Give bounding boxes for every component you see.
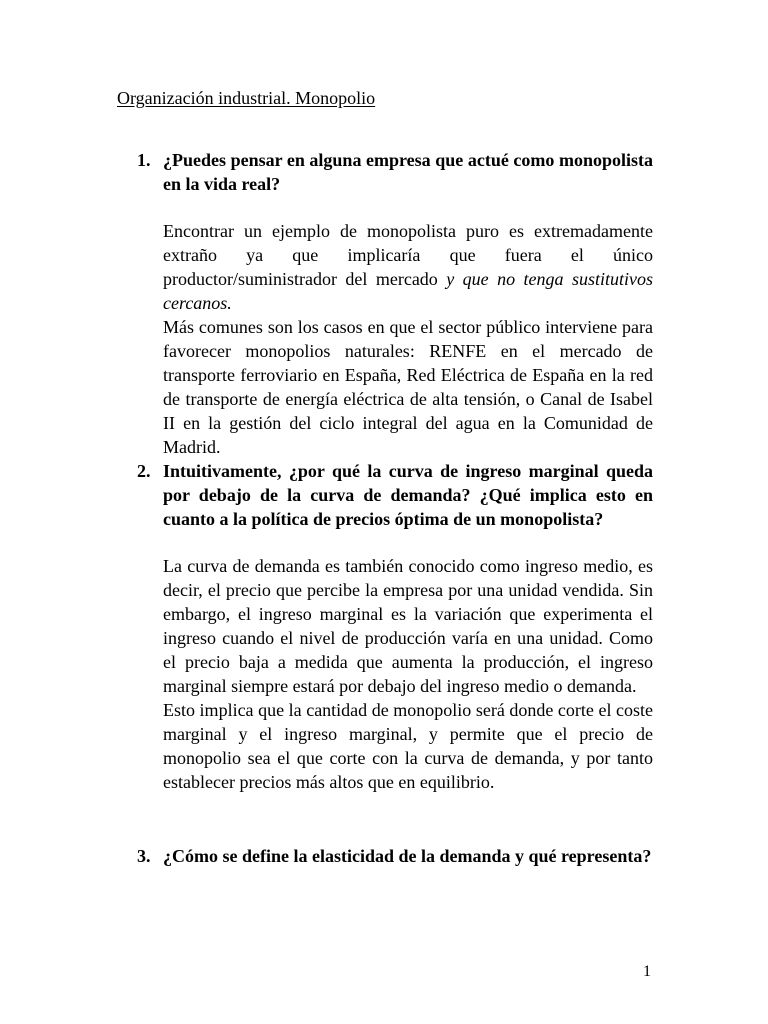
question-block-2 [137,459,653,794]
answer-text [163,554,653,794]
question-number: 1. [137,150,151,170]
answer-italic-text: y que no tenga sustitutivos cercanos. [163,269,653,313]
question-text: ¿Cómo se define la elasticidad de la demanda y qué representa? [163,846,652,866]
page-number: 1 [643,963,651,980]
answer-paragraph: Más comunes son los casos en que el sector público interviene para favorecer monopolios naturales: RENFE en el mercado de transporte ferroviario en España, Red Eléctrica de España en la red de transporte de energía eléctrica de alta tensión, o Canal de Isabel II en la gestión del ciclo integral del agua en la Comunidad de Madrid. [163,317,653,457]
question-number: 2. [137,461,151,481]
question-block-1 [137,148,653,459]
answer-paragraph: Esto implica que la cantidad de monopolio será donde corte el coste marginal y el ingreso marginal, y permite que el precio de monopolio sea el que corte con la curva de demanda, y por tanto establecer precios más altos que en equilibrio. [163,700,653,792]
document-title: Organización industrial. Monopolio [117,88,376,108]
answer-text [163,219,653,459]
answer-paragraph [163,219,653,315]
question-block-3 [137,844,653,868]
question-text: ¿Puedes pensar en alguna empresa que actué como monopolista en la vida real? [163,150,653,194]
answer-plain-text: Encontrar un ejemplo de monopolista puro es extremadamente extraño ya que implicaría que fuera el único productor/suministrador del mercado [163,221,653,289]
question-text: Intuitivamente, ¿por qué la curva de ingreso marginal queda por debajo de la curva de demanda? ¿Qué implica esto en cuanto a la política de precios óptima de un monopolista? [163,461,653,529]
question-number: 3. [137,846,151,866]
answer-paragraph: La curva de demanda es también conocido como ingreso medio, es decir, el precio que percibe la empresa por una unidad vendida. Sin embargo, el ingreso marginal es la variación que experimenta el ingreso cuando el nivel de producción varía en una unidad. Como el precio baja a medida que aumenta la producción, el ingreso marginal siempre estará por debajo del ingreso medio o demanda. [163,556,653,696]
